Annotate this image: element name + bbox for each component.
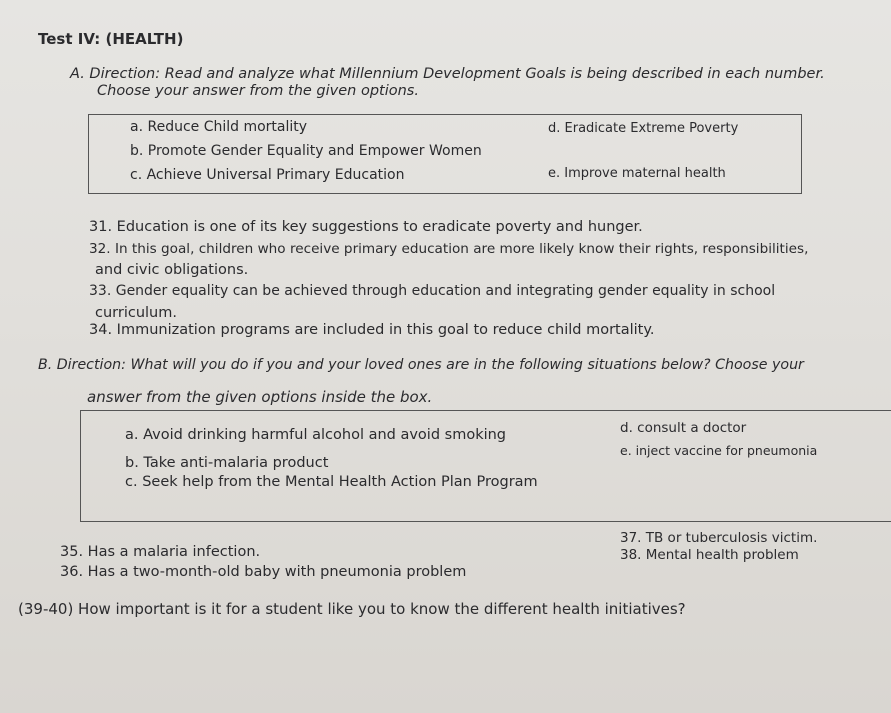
part-a-option-c: c. Achieve Universal Primary Education [130,167,405,183]
part-a-option-e: e. Improve maternal health [548,166,726,181]
question-31: 31. Education is one of its key suggestions to eradicate poverty and hunger. [89,219,643,235]
part-b-option-a: a. Avoid drinking harmful alcohol and avoid smoking [125,427,507,443]
question-36: 36. Has a two-month-old baby with pneumonia problem [60,564,467,580]
question-34: 34. Immunization programs are included in this goal to reduce child mortality. [89,322,655,338]
part-a-option-b: b. Promote Gender Equality and Empower Women [130,143,482,159]
question-35: 35. Has a malaria infection. [60,544,261,560]
part-b-option-c: c. Seek help from the Mental Health Action Plan Program [125,474,538,490]
part-b-direction: B. Direction: What will you do if you and your loved ones are in the following situations below? Choose your [38,357,804,373]
question-38: 38. Mental health problem [620,547,799,563]
part-a-direction-cont: Choose your answer from the given options. [97,83,419,99]
part-a-direction: A. Direction: Read and analyze what Millennium Development Goals is being described in each number. [70,66,825,82]
question-32: 32. In this goal, children who receive primary education are more likely know their rights, responsibilities, [89,241,809,257]
question-33-cont: curriculum. [95,305,177,321]
question-32-cont: and civic obligations. [95,262,249,278]
question-33: 33. Gender equality can be achieved through education and integrating gender equality in school [89,283,776,299]
essay-question-39-40: (39-40) How important is it for a student like you to know the different health initiatives? [18,600,686,618]
part-b-option-d: d. consult a doctor [620,420,747,436]
part-b-direction-cont: answer from the given options inside the box. [87,388,433,406]
test-title: Test IV: (HEALTH) [38,30,184,48]
part-b-option-e: e. inject vaccine for pneumonia [620,443,818,458]
part-b-option-b: b. Take anti-malaria product [125,455,329,471]
part-a-option-a: a. Reduce Child mortality [130,119,308,135]
part-a-option-d: d. Eradicate Extreme Poverty [548,121,739,136]
question-37: 37. TB or tuberculosis victim. [620,530,818,546]
